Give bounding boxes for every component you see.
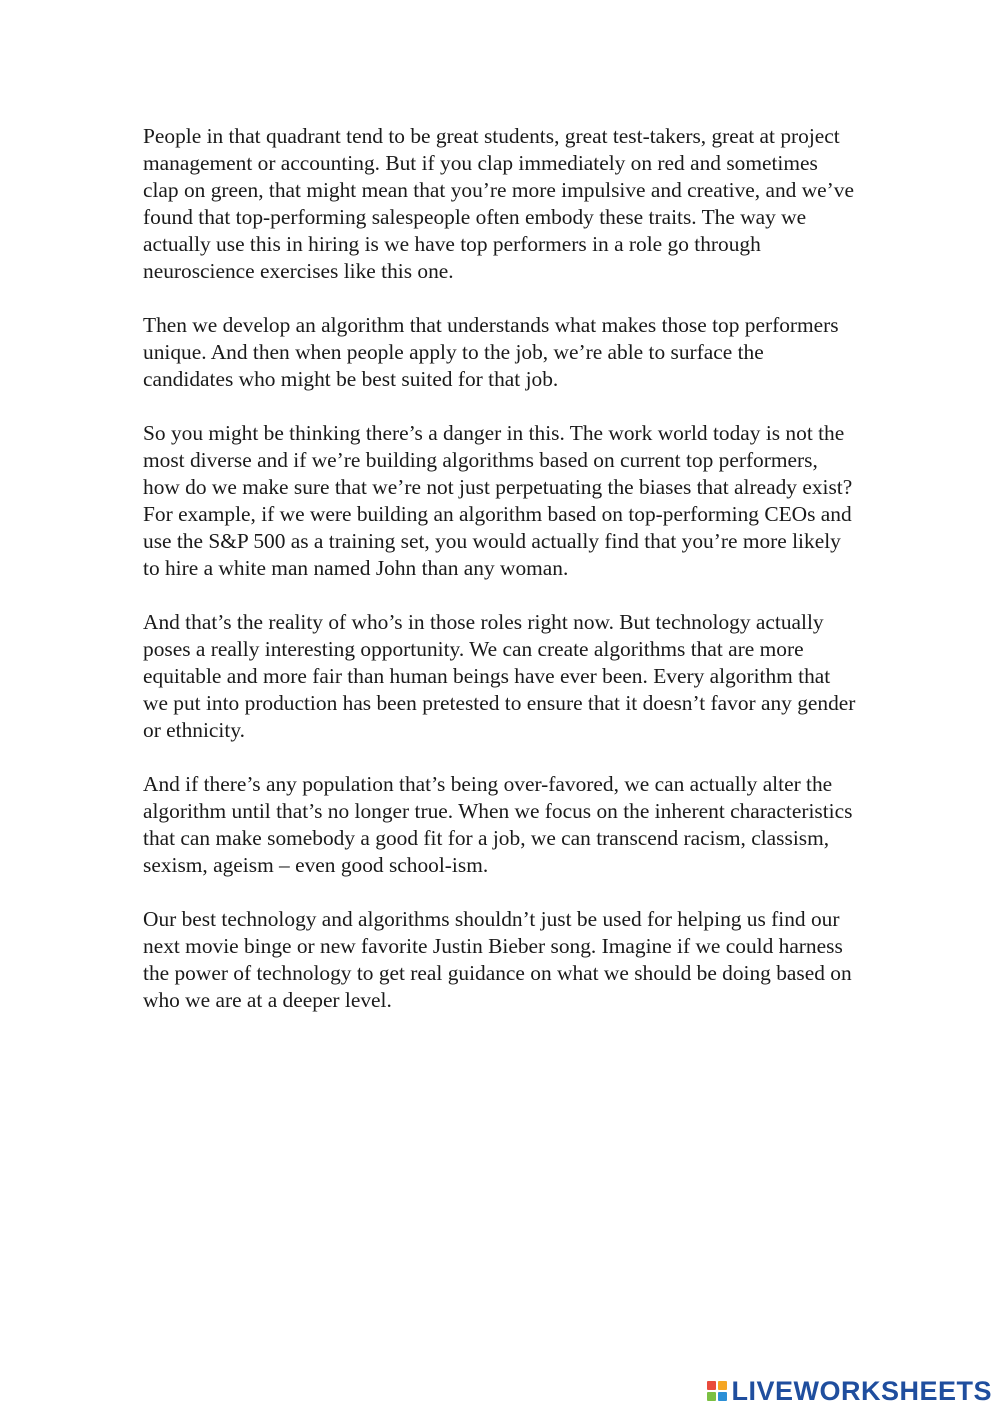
text-line: or ethnicity.	[143, 718, 245, 742]
text-line: clap on green, that might mean that you’re more impulsive and creative, and we’ve	[143, 178, 854, 202]
text-line: Our best technology and algorithms shouldn’t just be used for helping us find our	[143, 907, 840, 931]
text-line: who we are at a deeper level.	[143, 988, 392, 1012]
logo-square-orange	[718, 1381, 727, 1390]
liveworksheets-logo-icon	[707, 1381, 727, 1401]
text-line: neuroscience exercises like this one.	[143, 259, 454, 283]
text-line: next movie binge or new favorite Justin Bieber song. Imagine if we could harness	[143, 934, 843, 958]
text-line: we put into production has been pretested to ensure that it doesn’t favor any gender	[143, 691, 856, 715]
text-line: For example, if we were building an algorithm based on top-performing CEOs and	[143, 502, 852, 526]
watermark-text: LIVEWORKSHEETS	[731, 1376, 992, 1406]
text-line: use the S&P 500 as a training set, you would actually find that you’re more likely	[143, 529, 841, 553]
logo-square-blue	[718, 1392, 727, 1401]
liveworksheets-watermark[interactable]	[707, 1374, 992, 1408]
text-line: People in that quadrant tend to be great students, great test-takers, great at project	[143, 124, 840, 148]
text-line: sexism, ageism – even good school-ism.	[143, 853, 489, 877]
paragraph	[143, 609, 943, 744]
text-line: candidates who might be best suited for that job.	[143, 367, 559, 391]
text-line: actually use this in hiring is we have top performers in a role go through	[143, 232, 761, 256]
text-line: found that top-performing salespeople often embody these traits. The way we	[143, 205, 807, 229]
text-line: algorithm until that’s no longer true. When we focus on the inherent characteristics	[143, 799, 853, 823]
text-line: to hire a white man named John than any woman.	[143, 556, 569, 580]
text-line: And that’s the reality of who’s in those roles right now. But technology actually	[143, 610, 824, 634]
paragraph	[143, 771, 943, 879]
paragraph	[143, 420, 943, 582]
text-line: And if there’s any population that’s being over-favored, we can actually alter the	[143, 772, 833, 796]
document-body	[143, 123, 943, 1041]
logo-square-red	[707, 1381, 716, 1390]
text-line: most diverse and if we’re building algorithms based on current top performers,	[143, 448, 818, 472]
text-line: poses a really interesting opportunity. We can create algorithms that are more	[143, 637, 804, 661]
paragraph	[143, 123, 943, 285]
text-line: management or accounting. But if you clap immediately on red and sometimes	[143, 151, 818, 175]
text-line: the power of technology to get real guidance on what we should be doing based on	[143, 961, 852, 985]
text-line: that can make somebody a good fit for a job, we can transcend racism, classism,	[143, 826, 830, 850]
logo-square-green	[707, 1392, 716, 1401]
text-line: unique. And then when people apply to the job, we’re able to surface the	[143, 340, 764, 364]
paragraph	[143, 312, 943, 393]
text-line: Then we develop an algorithm that understands what makes those top performers	[143, 313, 839, 337]
text-line: how do we make sure that we’re not just perpetuating the biases that already exist?	[143, 475, 853, 499]
paragraph	[143, 906, 943, 1014]
text-line: equitable and more fair than human beings have ever been. Every algorithm that	[143, 664, 831, 688]
text-line: So you might be thinking there’s a danger in this. The work world today is not the	[143, 421, 845, 445]
